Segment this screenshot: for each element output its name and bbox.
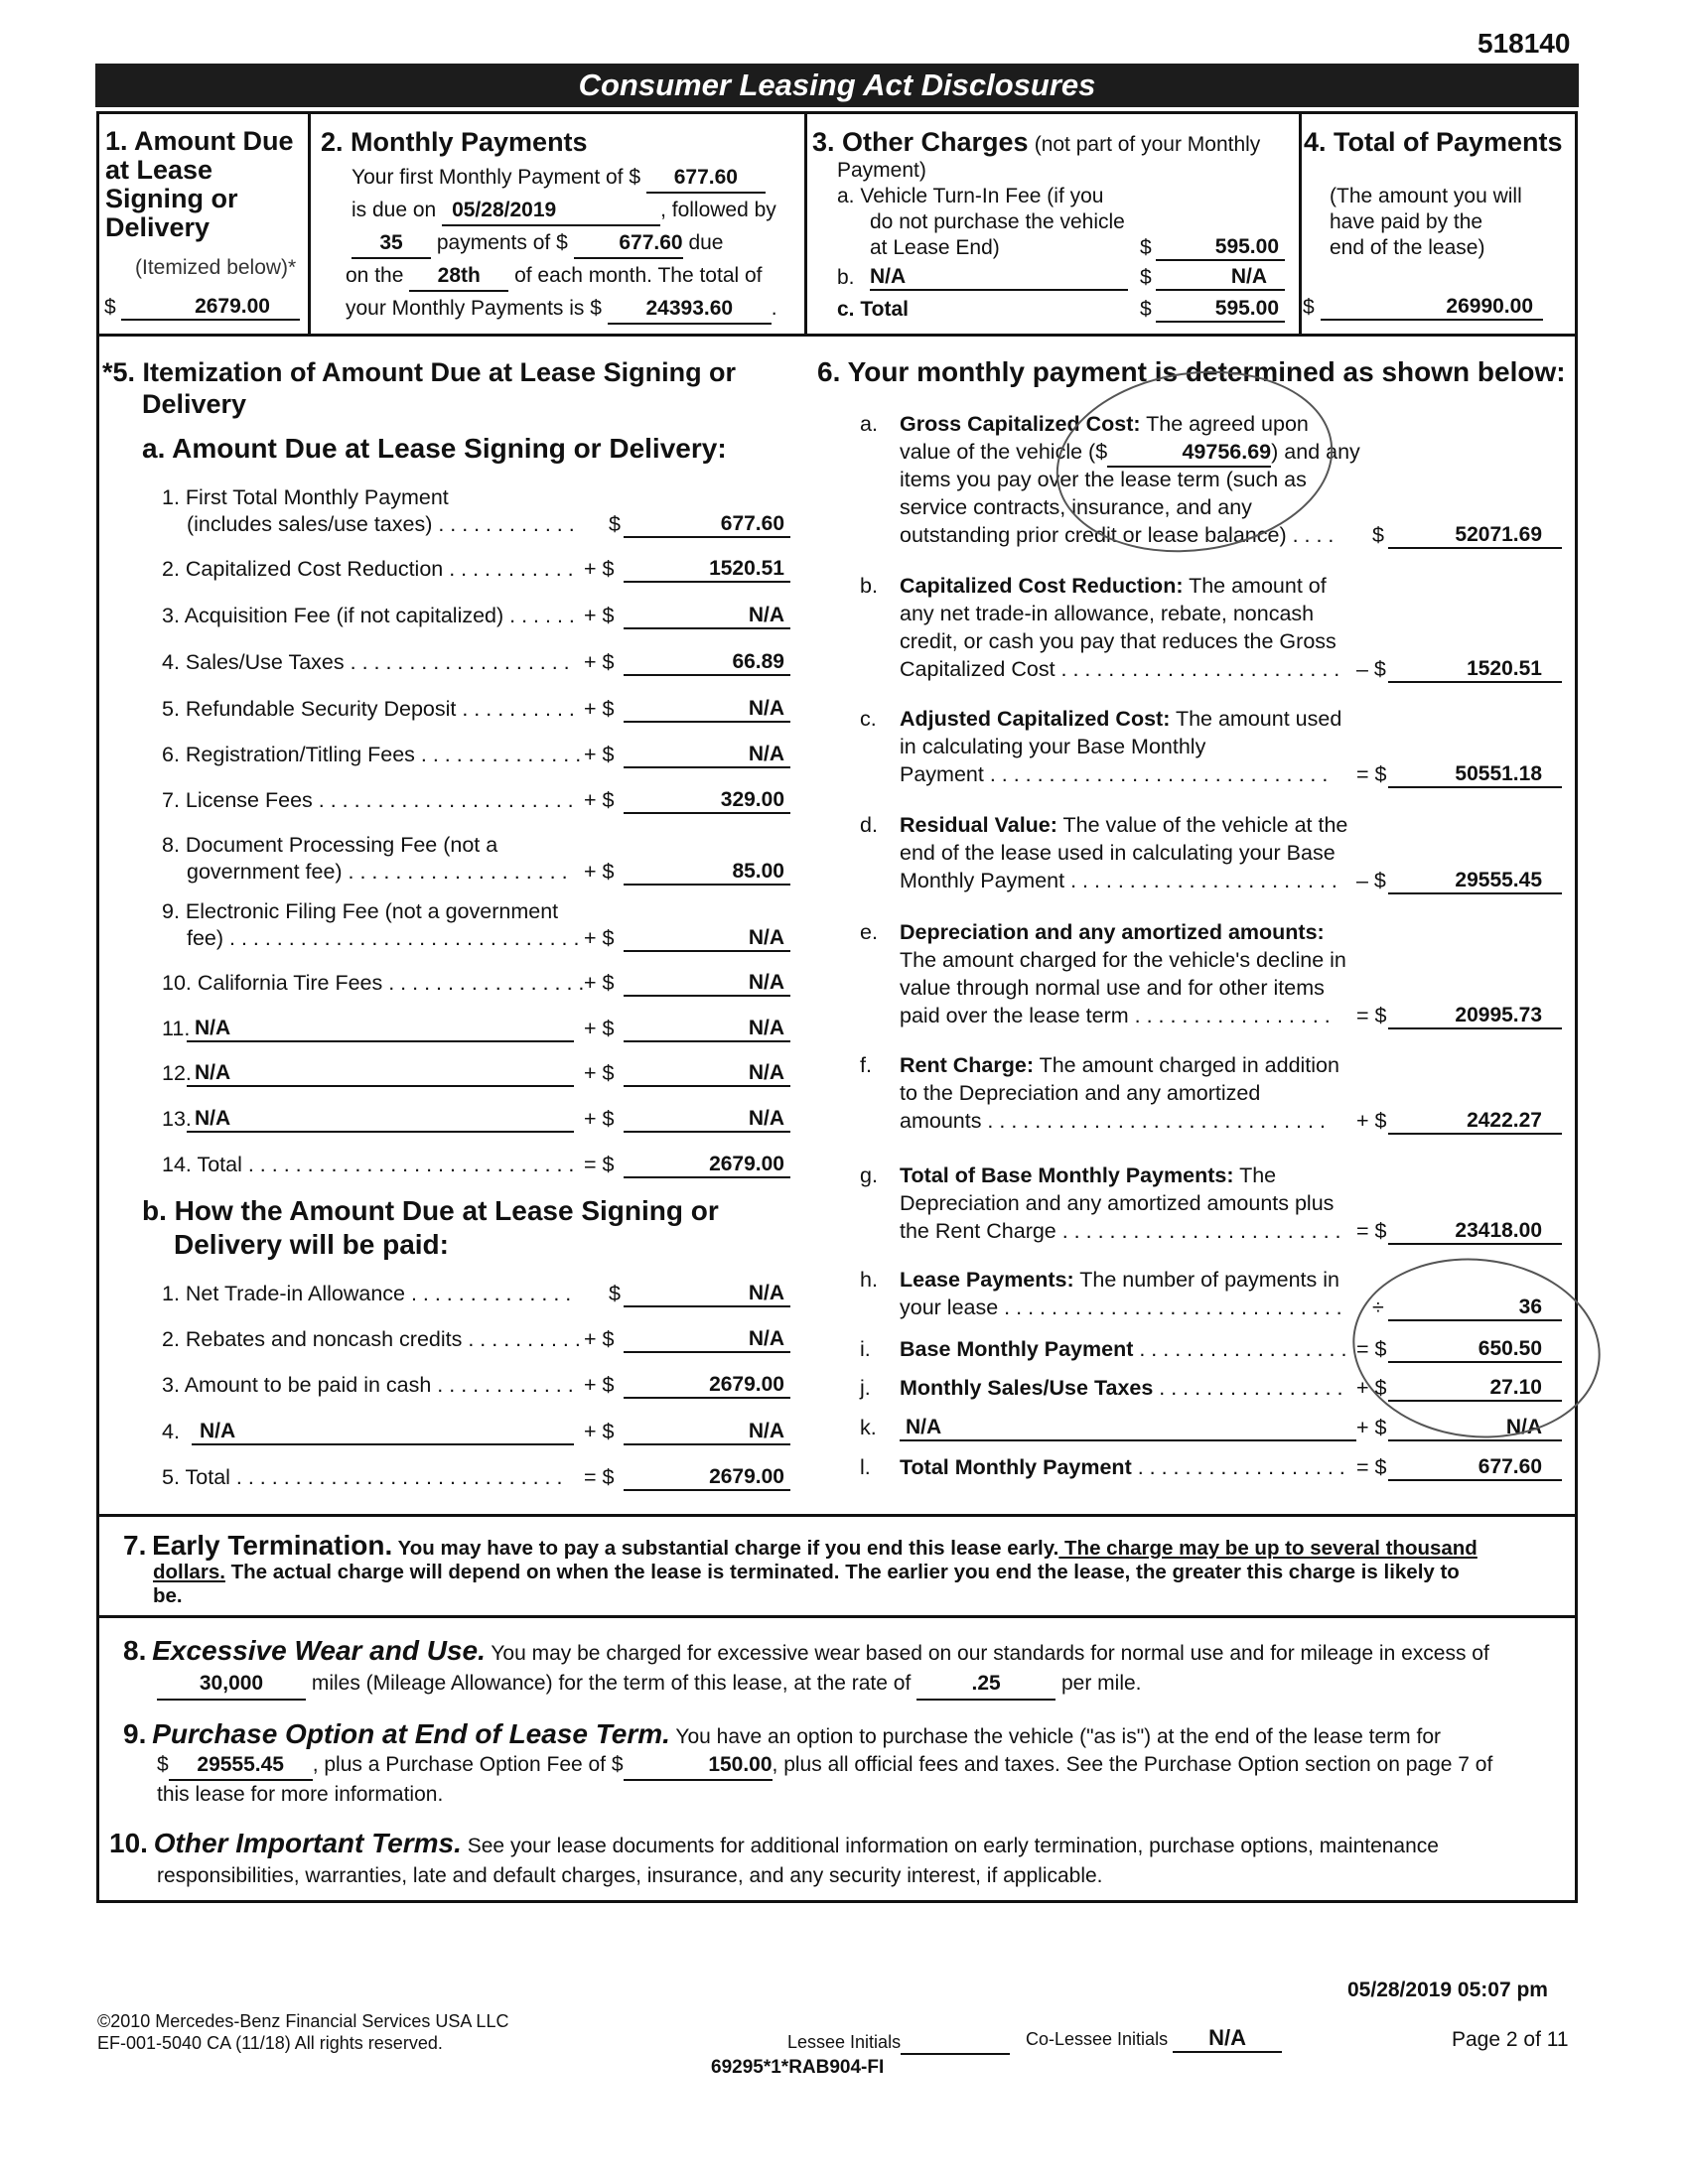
payment-item-operator: $ <box>609 1282 621 1305</box>
payment-item-value: N/A <box>624 1281 790 1307</box>
item-label: 2. Capitalized Cost Reduction . . . . . . . . . . . <box>162 557 574 581</box>
s4-text: have paid by the <box>1330 210 1483 233</box>
s9-text: , plus all official fees and taxes. See the Purchase Option section on page 7 of <box>772 1753 1493 1776</box>
calc-step-operator: = $ <box>1356 1219 1387 1243</box>
calc-step-value: 2422.27 <box>1388 1108 1562 1135</box>
payment-item-label: 2. Rebates and noncash credits . . . . . . . . . . <box>162 1327 581 1351</box>
payment-item-label: 4. <box>162 1420 180 1443</box>
calc-step-text <box>900 812 1347 839</box>
lessee-initials-label: Lessee Initials <box>787 2032 902 2052</box>
calc-step-letter: l. <box>860 1455 871 1479</box>
excess-mileage-rate: .25 <box>916 1669 1055 1701</box>
s2-text: due <box>688 231 724 254</box>
item-value: 329.00 <box>624 787 790 814</box>
lessee-initials-field[interactable] <box>901 2032 1010 2055</box>
calc-step-operator: + $ <box>1356 1376 1387 1400</box>
item-label: 12. <box>162 1061 192 1085</box>
payment-item-operator: + $ <box>584 1420 615 1443</box>
section-1 <box>105 127 304 242</box>
item-value: N/A <box>624 603 790 629</box>
calc-step-text <box>900 706 1341 733</box>
colessee-initials <box>1026 2025 1282 2053</box>
payment-item-value: N/A <box>624 1326 790 1353</box>
turn-in-fee-value: 595.00 <box>1156 234 1285 261</box>
divider <box>96 1615 1578 1618</box>
calc-step-letter: d. <box>860 813 878 837</box>
calc-step-desc: paid over the lease term . . . . . . . . . . . . . . . . . <box>900 1004 1331 1027</box>
payment-item-label: 5. Total . . . . . . . . . . . . . . . . . . . . . . . . . . . . <box>162 1465 563 1489</box>
item-value: 85.00 <box>624 859 790 886</box>
calc-step-desc: The amount used <box>1170 707 1342 731</box>
divider <box>308 111 311 336</box>
calc-step-desc: The <box>1233 1163 1277 1187</box>
copyright: ©2010 Mercedes-Benz Financial Services USA LLC <box>97 2011 509 2031</box>
calc-step-text <box>900 1267 1339 1294</box>
payment-item-value: 2679.00 <box>624 1464 790 1491</box>
payment-item-value: 2679.00 <box>624 1372 790 1399</box>
calc-step-text <box>900 1052 1339 1079</box>
calc-step-value: 52071.69 <box>1388 522 1562 549</box>
colessee-initials-label: Co-Lessee Initials <box>1026 2029 1169 2049</box>
s2-text: , followed by <box>660 199 776 221</box>
calc-step-operator: + $ <box>1356 1109 1387 1133</box>
s7-underlined: dollars. <box>153 1561 225 1583</box>
item-value: N/A <box>624 742 790 768</box>
item-operator: + $ <box>584 557 615 581</box>
form-banner-title: Consumer Leasing Act Disclosures <box>95 64 1579 107</box>
form-number: EF-001-5040 CA (11/18) All rights reserved. <box>97 2033 443 2053</box>
item-operator: = $ <box>584 1153 615 1176</box>
payment-count: 35 <box>352 229 431 259</box>
section-6-title: 6. Your monthly payment is determined as shown below: <box>817 356 1566 387</box>
calc-step-value: 50551.18 <box>1388 761 1562 788</box>
item-label: 9. Electronic Filing Fee (not a government <box>162 899 559 923</box>
section-9 <box>123 1720 1563 1809</box>
item-value: N/A <box>624 1106 790 1133</box>
first-payment: 677.60 <box>646 164 766 194</box>
item-label: 4. Sales/Use Taxes . . . . . . . . . . . . . . . . . . . <box>162 650 570 674</box>
s3-text: at Lease End) <box>870 236 1000 259</box>
divider <box>96 334 1578 337</box>
s7-underlined: The charge may be up to several thousand <box>1058 1537 1477 1560</box>
section-8 <box>123 1636 1563 1701</box>
payment-day: 28th <box>409 262 508 292</box>
divider <box>804 111 807 336</box>
item-label: 7. License Fees . . . . . . . . . . . . . . . . . . . . . . <box>162 788 574 812</box>
s7-number: 7. <box>123 1530 147 1561</box>
s2-line1 <box>352 164 766 194</box>
s8-text: You may be charged for excessive wear based on our standards for normal use and for mileage in excess of <box>485 1642 1489 1665</box>
calc-step-heading: Adjusted Capitalized Cost: <box>900 707 1171 731</box>
calc-step-desc: value of the vehicle ($ <box>900 440 1108 464</box>
s3-title-note: (not part of your Monthly <box>1034 133 1261 156</box>
payment-item-operator: + $ <box>584 1373 615 1397</box>
s7-text: You may have to pay a substantial charge if you end this lease early. <box>392 1537 1059 1560</box>
calc-step-desc: The agreed upon <box>1140 412 1309 436</box>
s7-text: The actual charge will depend on when the lease is terminated. The earlier you end the lease, the greater this charge is likely to <box>224 1561 1460 1583</box>
calc-step-heading: Capitalized Cost Reduction: <box>900 574 1184 598</box>
item-operator: + $ <box>584 604 615 627</box>
calc-step-desc: outstanding prior credit or lease balance) . . . . <box>900 523 1335 547</box>
s3-b-blank: N/A <box>870 264 1128 291</box>
monthly-payments-total: 24393.60 <box>608 295 772 325</box>
calc-step-desc: The amount of <box>1183 574 1327 598</box>
s2-text: your Monthly Payments is $ <box>346 297 602 320</box>
total-of-payments-value: 26990.00 <box>1321 294 1543 321</box>
calc-step-desc: credit, or cash you pay that reduces the Gross <box>900 629 1336 653</box>
calc-step-desc: ) and any <box>1271 440 1360 464</box>
s10-title: Other Important Terms. <box>153 1828 462 1858</box>
item-value: 677.60 <box>624 511 790 538</box>
s7-text: be. <box>153 1584 183 1607</box>
payment-item-operator: + $ <box>584 1327 615 1351</box>
calc-step-heading: Residual Value: <box>900 813 1057 837</box>
s9-text: You have an option to purchase the vehicle ("as is") at the end of the lease term for <box>669 1725 1442 1748</box>
calc-step-desc: service contracts, insurance, and any <box>900 495 1252 519</box>
calc-step-operator: $ <box>1372 523 1384 547</box>
s3-title-text: 3. Other Charges <box>812 127 1029 157</box>
calc-step-desc: The amount charged for the vehicle's decline in <box>900 948 1346 972</box>
calc-step-desc: end of the lease used in calculating your Base <box>900 841 1336 865</box>
calc-step-operator: = $ <box>1356 1337 1387 1361</box>
section-5b-title: b. How the Amount Due at Lease Signing or <box>142 1195 719 1226</box>
s8-text: per mile. <box>1060 1672 1142 1695</box>
calc-step-letter: a. <box>860 412 878 436</box>
calc-step-value: 23418.00 <box>1388 1218 1562 1245</box>
calc-step-letter: c. <box>860 707 877 731</box>
calc-step-desc: The amount charged in addition <box>1033 1053 1339 1077</box>
section-5b-title-2: Delivery will be paid: <box>174 1229 449 1260</box>
s3-text: Payment) <box>837 159 926 182</box>
calc-step-desc: any net trade-in allowance, rebate, noncash <box>900 602 1315 625</box>
s10-text: See your lease documents for additional information on early termination, purchase options, maintenance <box>461 1835 1439 1857</box>
document-number: 518140 <box>1477 28 1571 59</box>
calc-step-letter: i. <box>860 1337 871 1361</box>
item-label: 13. <box>162 1107 192 1131</box>
item-value: 66.89 <box>624 649 790 676</box>
calc-step-text <box>900 1454 1345 1481</box>
s8-number: 8. <box>123 1635 147 1666</box>
item-value: N/A <box>624 696 790 723</box>
payment-item-blank: N/A <box>192 1419 574 1445</box>
calc-step-desc: . . . . . . . . . . . . . . . . . . <box>1131 1455 1345 1479</box>
due-date: 05/28/2019 <box>442 197 660 226</box>
dollar-sign: $ <box>1303 296 1315 319</box>
calc-step-value: 36 <box>1388 1295 1562 1321</box>
calc-step-heading: Lease Payments: <box>900 1268 1074 1292</box>
divider <box>96 1514 1578 1517</box>
section-5-title-2: Delivery <box>142 389 247 419</box>
item-blank: N/A <box>187 1060 574 1087</box>
calc-step-heading: Monthly Sales/Use Taxes <box>900 1376 1154 1400</box>
section-4-title: 4. Total of Payments <box>1304 127 1563 157</box>
item-operator: + $ <box>584 1061 615 1085</box>
item-label: 10. California Tire Fees . . . . . . . . . . . . . . . . . <box>162 971 585 995</box>
calc-step-heading: Rent Charge: <box>900 1053 1034 1077</box>
s3-text: do not purchase the vehicle <box>870 210 1125 233</box>
item-value: 2679.00 <box>624 1152 790 1178</box>
s3-total-label: c. Total <box>837 298 909 321</box>
s2-text: Your first Monthly Payment of $ <box>352 166 641 189</box>
payment-item-label: 1. Net Trade-in Allowance . . . . . . . . . . . . . . <box>162 1282 572 1305</box>
section-2-title: 2. Monthly Payments <box>321 127 588 157</box>
calc-step-desc: items you pay over the lease term (such as <box>900 468 1307 491</box>
payment-amount: 677.60 <box>574 229 683 259</box>
calc-step-desc: amounts . . . . . . . . . . . . . . . . . . . . . . . . . . . . . <box>900 1109 1326 1133</box>
vehicle-value: 49756.69 <box>1107 439 1271 468</box>
payment-item-value: N/A <box>624 1419 790 1445</box>
calc-step-heading: Base Monthly Payment <box>900 1337 1134 1361</box>
calc-step-heading: Total of Base Monthly Payments: <box>900 1163 1234 1187</box>
calc-step-desc: . . . . . . . . . . . . . . . . <box>1153 1376 1343 1400</box>
page-number: Page 2 of 11 <box>1452 2028 1569 2051</box>
item-value: N/A <box>624 970 790 997</box>
calc-step-value: 677.60 <box>1388 1454 1562 1481</box>
item-label: 11. <box>162 1017 191 1040</box>
dollar-sign: $ <box>1140 266 1152 289</box>
calc-step-desc: in calculating your Base Monthly <box>900 735 1206 758</box>
s8-title: Excessive Wear and Use. <box>152 1635 486 1666</box>
calc-step-text <box>900 1336 1346 1363</box>
section-5-title: *5. Itemization of Amount Due at Lease Signing or <box>102 357 737 387</box>
item-label: 3. Acquisition Fee (if not capitalized) . . . . . . <box>162 604 575 627</box>
item-label-cont: government fee) . . . . . . . . . . . . . . . . . . . <box>187 860 568 884</box>
s3-text: a. Vehicle Turn-In Fee (if you <box>837 185 1104 207</box>
other-charges-total: 595.00 <box>1156 296 1285 323</box>
calc-step-letter: g. <box>860 1163 878 1187</box>
purchase-option-fee: 150.00 <box>624 1751 773 1781</box>
section-10 <box>109 1829 1564 1891</box>
item-operator: + $ <box>584 1107 615 1131</box>
calc-step-desc: to the Depreciation and any amortized <box>900 1081 1261 1105</box>
calc-step-desc: The number of payments in <box>1073 1268 1339 1292</box>
calc-step-desc: Depreciation and any amortized amounts plus <box>900 1191 1335 1215</box>
calc-step-operator: = $ <box>1356 1455 1387 1479</box>
calc-step-value: 29555.45 <box>1388 868 1562 894</box>
item-operator: + $ <box>584 860 615 884</box>
s7-title: Early Termination. <box>152 1530 393 1561</box>
s9-text: this lease for more information. <box>157 1783 444 1806</box>
s2-text: on the <box>346 264 404 287</box>
calc-step-desc: The value of the vehicle at the <box>1056 813 1348 837</box>
s2-text: payments of $ <box>436 231 568 254</box>
s3-b-value: N/A <box>1156 264 1285 291</box>
s9-text: , plus a Purchase Option Fee of $ <box>312 1753 624 1776</box>
s2-text: of each month. The total of <box>514 264 763 287</box>
s8-text: miles (Mileage Allowance) for the term of this lease, at the rate of <box>311 1672 912 1695</box>
calc-step-desc: the Rent Charge . . . . . . . . . . . . . . . . . . . . . . . . <box>900 1219 1341 1243</box>
s10-text: responsibilities, warranties, late and default charges, insurance, and any security interest, if applicable. <box>157 1864 1103 1887</box>
calc-step-operator: + $ <box>1356 1416 1387 1439</box>
item-label: 6. Registration/Titling Fees . . . . . . . . . . . . . . <box>162 743 582 766</box>
calc-step-value: 650.50 <box>1388 1336 1562 1363</box>
item-blank: N/A <box>187 1016 574 1042</box>
s4-text: end of the lease) <box>1330 236 1485 259</box>
s9-number: 9. <box>123 1718 147 1749</box>
item-operator: + $ <box>584 788 615 812</box>
calc-step-desc: Monthly Payment . . . . . . . . . . . . . . . . . . . . . . . <box>900 869 1337 892</box>
item-label: 1. First Total Monthly Payment <box>162 485 449 509</box>
divider <box>1299 111 1302 336</box>
s2-line4 <box>346 262 763 292</box>
calc-step-operator: = $ <box>1356 762 1387 786</box>
calc-step-desc: your lease . . . . . . . . . . . . . . . . . . . . . . . . . . . . . <box>900 1296 1342 1319</box>
calc-step-heading: Total Monthly Payment <box>900 1455 1132 1479</box>
calc-step-operator: – $ <box>1356 869 1386 892</box>
item-label-cont: (includes sales/use taxes) . . . . . . . . . . . . <box>187 512 575 536</box>
mileage-allowance: 30,000 <box>157 1669 306 1701</box>
dollar-sign: $ <box>157 1753 169 1776</box>
payment-item-operator: = $ <box>584 1465 615 1489</box>
calc-step-text <box>900 573 1327 600</box>
calc-step-letter: b. <box>860 574 878 598</box>
calc-step-operator: = $ <box>1356 1004 1387 1027</box>
calc-step-value: 1520.51 <box>1388 656 1562 683</box>
calc-step-value: 27.10 <box>1388 1375 1562 1402</box>
item-operator: $ <box>609 512 621 536</box>
calc-step-desc: Capitalized Cost . . . . . . . . . . . . . . . . . . . . . . . . <box>900 657 1340 681</box>
amount-due-value: 2679.00 <box>121 294 300 321</box>
lessee-initials <box>787 2032 1010 2055</box>
item-operator: + $ <box>584 926 615 950</box>
calc-step-letter: h. <box>860 1268 878 1292</box>
calc-step-operator: ÷ <box>1372 1296 1384 1319</box>
section-3-title <box>812 127 1260 157</box>
purchase-option-price: 29555.45 <box>169 1751 313 1781</box>
section-5a-title: a. Amount Due at Lease Signing or Delivery: <box>142 433 727 464</box>
s9-title: Purchase Option at End of Lease Term. <box>152 1718 670 1749</box>
s2-line3 <box>352 229 723 259</box>
item-blank: N/A <box>187 1106 574 1133</box>
item-value: 1520.51 <box>624 556 790 583</box>
calc-step-letter: k. <box>860 1416 877 1439</box>
item-value: N/A <box>624 1016 790 1042</box>
s2-line2 <box>352 197 776 226</box>
item-label-cont: fee) . . . . . . . . . . . . . . . . . . . . . . . . . . . . . . <box>187 926 580 950</box>
calc-step-value: 20995.73 <box>1388 1003 1562 1029</box>
item-operator: + $ <box>584 971 615 995</box>
calc-step-letter: e. <box>860 920 878 944</box>
form-code: 69295*1*RAB904-FI <box>711 2057 885 2078</box>
s2-text: is due on <box>352 199 437 221</box>
s4-text: (The amount you will <box>1330 185 1522 207</box>
calc-step-value: N/A <box>1388 1415 1562 1441</box>
calc-step-text <box>900 1162 1276 1189</box>
s2-line5: your Monthly Payments is $ 24393.60 . <box>346 295 777 325</box>
calc-step-desc: . . . . . . . . . . . . . . . . . . <box>1133 1337 1347 1361</box>
item-operator: + $ <box>584 1017 615 1040</box>
payment-item-label: 3. Amount to be paid in cash . . . . . . . . . . . . <box>162 1373 574 1397</box>
item-label: 14. Total . . . . . . . . . . . . . . . . . . . . . . . . . . . . <box>162 1153 575 1176</box>
s10-number: 10. <box>109 1828 148 1858</box>
section-7 <box>123 1530 1563 1608</box>
colessee-initials-field[interactable]: N/A <box>1173 2025 1282 2053</box>
item-operator: + $ <box>584 650 615 674</box>
calc-step-desc: Payment . . . . . . . . . . . . . . . . . . . . . . . . . . . . . <box>900 762 1329 786</box>
item-operator: + $ <box>584 743 615 766</box>
dollar-sign: $ <box>1140 236 1152 259</box>
print-datetime: 05/28/2019 05:07 pm <box>1347 1979 1548 2001</box>
calc-step-desc: value through normal use and for other items <box>900 976 1325 1000</box>
item-label: 8. Document Processing Fee (not a <box>162 833 498 857</box>
calc-step-operator: – $ <box>1356 657 1386 681</box>
dollar-sign: $ <box>1140 298 1152 321</box>
item-value: N/A <box>624 925 790 952</box>
section-1-title: 1. Amount Due at Lease Signing or Delivery <box>105 126 294 242</box>
calc-step-heading: Gross Capitalized Cost: <box>900 412 1141 436</box>
calc-step-blank: N/A <box>900 1415 1356 1441</box>
dollar-sign: $ <box>104 296 116 319</box>
item-operator: + $ <box>584 697 615 721</box>
s3-b-label: b. <box>837 266 855 289</box>
calc-step-text <box>900 1375 1342 1402</box>
calc-step-letter: j. <box>860 1376 871 1400</box>
item-value: N/A <box>624 1060 790 1087</box>
calc-step-heading: Depreciation and any amortized amounts: <box>900 920 1325 944</box>
itemized-note: (Itemized below)* <box>135 256 297 279</box>
calc-step-letter: f. <box>860 1053 872 1077</box>
item-label: 5. Refundable Security Deposit . . . . . . . . . . <box>162 697 575 721</box>
